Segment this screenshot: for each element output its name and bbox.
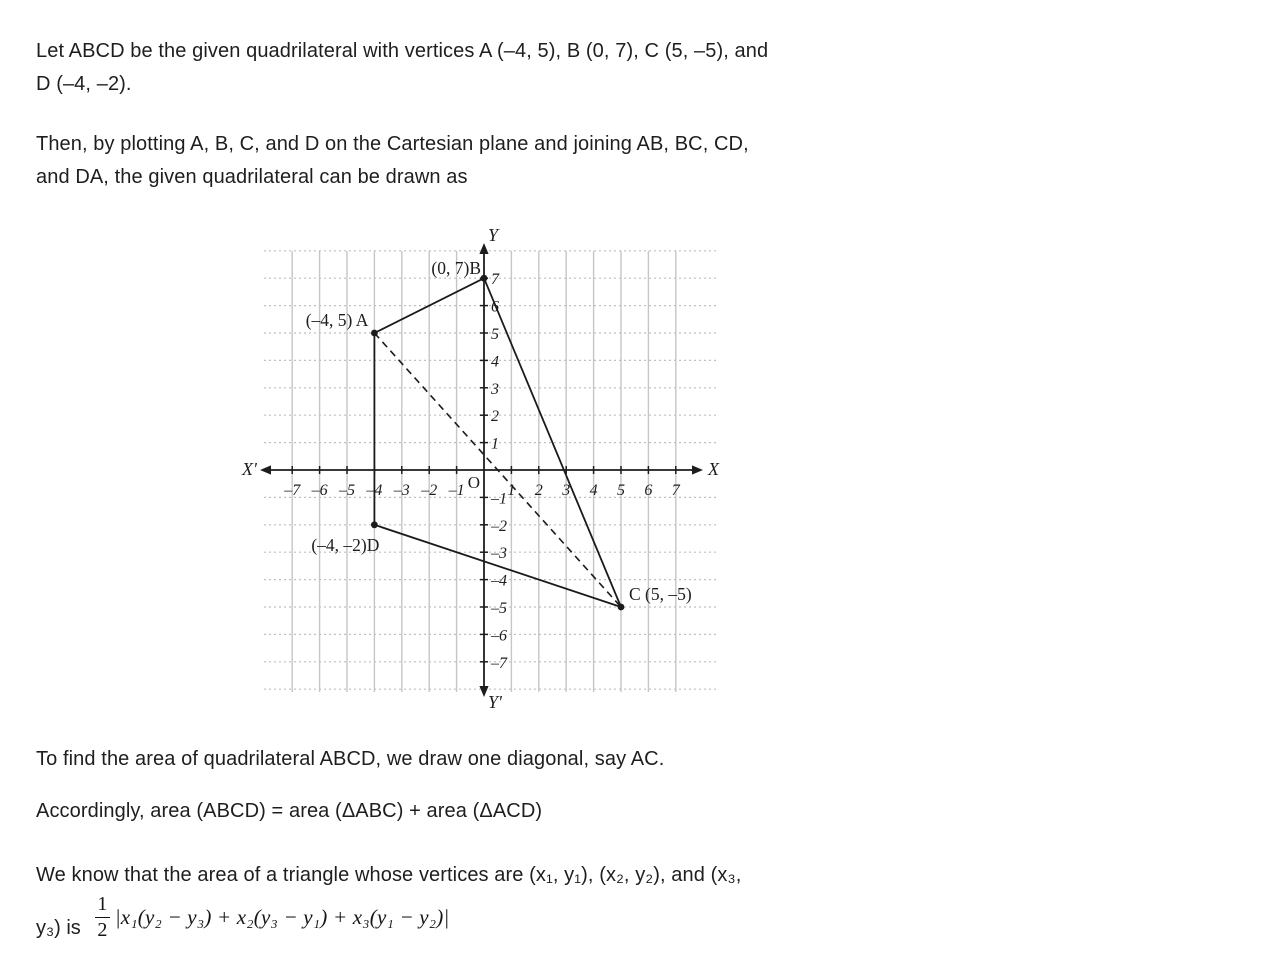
svg-text:3: 3 [562, 482, 571, 499]
paragraph-area-sum [36, 800, 542, 833]
svg-text:(–4, –2)D: (–4, –2)D [311, 534, 380, 555]
paragraph-line: Then, by plotting A, B, C, and D on the Cartesian plane and joining AB, BC, CD, [36, 133, 749, 155]
cartesian-figure [238, 211, 730, 716]
svg-text:O: O [467, 473, 480, 492]
svg-text:Y: Y [488, 225, 499, 245]
svg-text:5: 5 [491, 326, 499, 343]
formula-lead-text: y₃) is [36, 917, 81, 939]
svg-text:–6: –6 [491, 627, 507, 645]
cartesian-figure-svg [238, 211, 730, 716]
svg-text:–3: –3 [491, 545, 507, 563]
svg-text:7: 7 [491, 271, 499, 289]
svg-text:–5: –5 [339, 482, 355, 499]
svg-text:6: 6 [644, 482, 653, 499]
paragraph-line: and DA, the given quadrilateral can be drawn as [36, 166, 468, 188]
svg-text:–4: –4 [491, 572, 507, 590]
svg-text:1: 1 [507, 482, 516, 499]
svg-text:X: X [708, 459, 719, 479]
svg-text:–7: –7 [284, 482, 301, 499]
paragraph-line: D (–4, –2). [36, 73, 132, 95]
svg-text:X': X' [242, 459, 257, 479]
svg-text:–2: –2 [491, 517, 507, 535]
paragraph-line: We know that the area of a triangle whose vertices are (x₁, y₁), (x₂, y₂), and (x₃, [36, 864, 742, 886]
svg-text:7: 7 [671, 482, 680, 499]
fraction-numerator: 1 [97, 893, 108, 915]
paragraph-line: Accordingly, area (ABCD) = area (ΔABC) + area (ΔACD) [36, 800, 543, 822]
svg-text:–7: –7 [491, 654, 507, 672]
svg-text:–5: –5 [491, 600, 507, 617]
svg-text:–4: –4 [366, 482, 383, 499]
svg-text:2: 2 [491, 408, 499, 426]
svg-text:–3: –3 [393, 482, 410, 499]
paragraph-line: To find the area of quadrilateral ABCD, we draw one diagonal, say AC. [36, 748, 665, 770]
paragraph-line: Let ABCD be the given quadrilateral with vertices A (–4, 5), B (0, 7), C (5, –5), and [36, 40, 769, 62]
svg-text:–1: –1 [448, 482, 465, 499]
svg-text:4: 4 [491, 353, 499, 371]
svg-text:C (5, –5): C (5, –5) [629, 584, 692, 604]
formula-expression: |x₁(y₂ − y₃) + x₂(y₃ − y₁) + x₃(y₁ − y₂)| [114, 905, 450, 929]
svg-text:2: 2 [534, 482, 543, 499]
svg-text:–6: –6 [311, 482, 328, 499]
svg-text:4: 4 [589, 482, 598, 499]
svg-text:5: 5 [617, 482, 625, 499]
paragraph-problem-vertices [36, 40, 768, 106]
svg-text:6: 6 [491, 298, 499, 316]
svg-text:–2: –2 [421, 482, 438, 499]
fraction-one-half [95, 893, 110, 942]
svg-text:Y': Y' [488, 692, 502, 712]
svg-text:(0, 7)B: (0, 7)B [431, 258, 481, 279]
svg-text:3: 3 [491, 380, 499, 398]
fraction-bar [95, 917, 110, 918]
paragraph-diagonal [36, 748, 664, 781]
paragraph-plotting-intro [36, 133, 749, 199]
svg-text:–1: –1 [491, 490, 507, 508]
triangle-area-formula [36, 893, 449, 942]
svg-text:(–4, 5) A: (–4, 5) A [305, 310, 369, 330]
fraction-denominator: 2 [97, 919, 108, 941]
svg-text:1: 1 [491, 435, 499, 453]
